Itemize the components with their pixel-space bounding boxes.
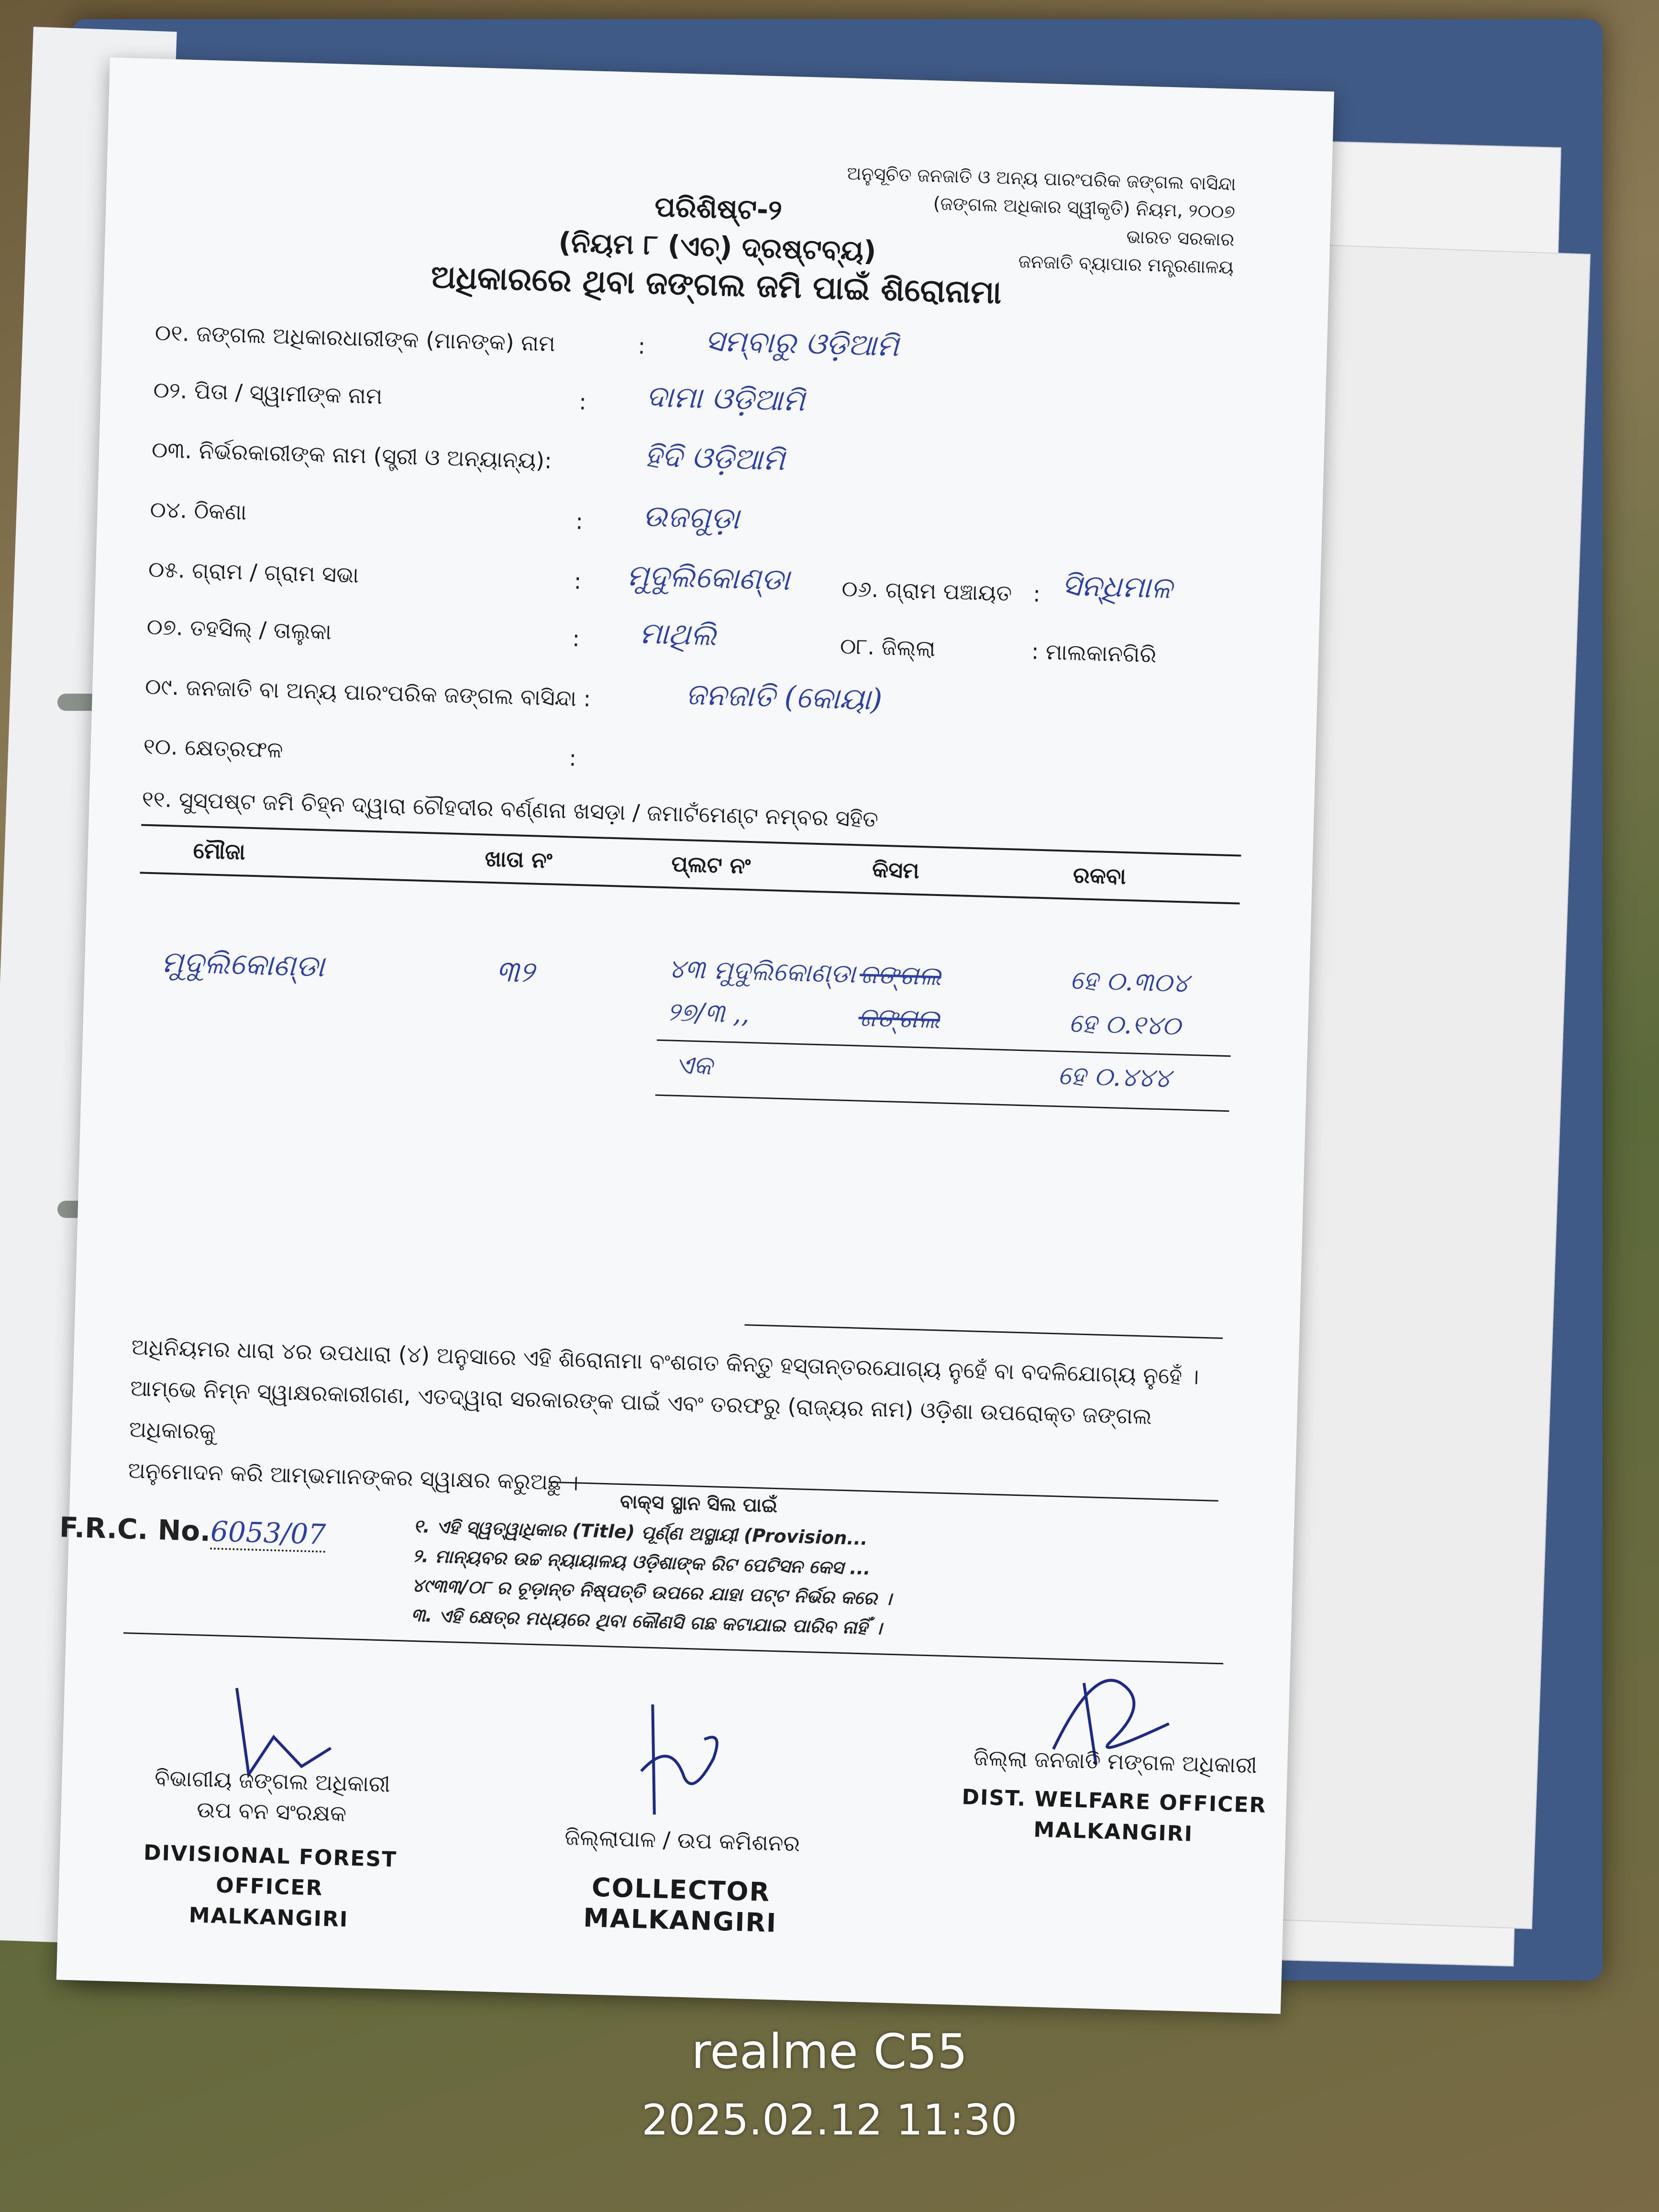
dfo-subtitle-odia: ଉପ ବନ ସଂରକ୍ଷକ: [196, 1796, 347, 1827]
frc-label-text: F.R.C. No.: [59, 1511, 211, 1548]
colon: :: [1032, 581, 1041, 607]
col-header-kisam: କିସମ: [872, 856, 920, 884]
header-line-act: ଅନୁସୂଚିତ ଜନଜାତି ଓ ଅନ୍ୟ ପାରଂପରିକ ଜଙ୍ଗଲ ବାସିନ୍ଦା: [846, 163, 1237, 195]
field-03-label: ୦୩. ନିର୍ଭରକାରୀଙ୍କ ନାମ (ସ୍ତ୍ରୀ ଓ ଅନ୍ୟାନ୍ୟ):: [151, 436, 553, 474]
stamp-condition-3: ୩. ଏହି କ୍ଷେତ୍ର ମଧ୍ୟରେ ଥିବା କୌଣସି ଗଛ କଟାଯାଇ ପାରିବ ନାହିଁ ।: [410, 1604, 883, 1639]
table-total-label: ଏକ: [675, 1049, 713, 1081]
field-07-label: ୦୭. ତହସିଲ୍ / ତାଲୁକା: [146, 613, 332, 645]
field-03-value: ହିଦି ଓଡ଼ିଆମି: [644, 438, 785, 477]
col-header-khata: ଖାତା ନଂ: [484, 845, 553, 874]
table-row-1-kisam: ଜଙ୍ଗଲ: [859, 959, 942, 992]
table-row-1-area: ହେ ୦.୩୦୪: [1070, 964, 1189, 998]
collector-title-english: COLLECTOR: [591, 1872, 771, 1908]
header-line-rules: (ଜଙ୍ଗଲ ଅଧିକାର ସ୍ୱୀକୃତି) ନିୟମ, ୨୦୦୭: [933, 193, 1236, 222]
table-row-1-plot: ୪୩ ମୁଦୁଲିକୋଣ୍ଡା: [668, 953, 856, 989]
stamp-condition-1: ୧. ଏହି ସ୍ୱତ୍ୱାଧିକାର (Title) ପୂର୍ଣ୍ଣ ଅସ୍ଥାୟୀ (Provision...: [413, 1515, 868, 1549]
dfo-title-odia: ବିଭାଗୀୟ ଜଙ୍ଗଲ ଅଧିକାରୀ: [154, 1765, 391, 1797]
field-02-label: ୦୨. ପିତା / ସ୍ୱାମୀଙ୍କ ନାମ: [153, 376, 383, 409]
field-01-label: ୦୧. ଜଙ୍ଗଲ ଅଧିକାରଧାରୀଙ୍କ (ମାନଙ୍କ) ନାମ: [155, 319, 556, 357]
field-01-value: ସମ୍ବାରୁ ଓଡ଼ିଆମି: [704, 322, 899, 364]
collector-signature: [611, 1699, 739, 1826]
stamp-condition-2b: ୪୯୩୩/୦୮ ର ଚୂଡ଼ାନ୍ତ ନିଷ୍ପତ୍ତି ଉପରେ ଯାହା ପଟ୍ଟ ନିର୍ଭର କରେ ।: [411, 1574, 892, 1609]
dfo-signature-block: [101, 1761, 440, 1937]
stamp-conditions: [410, 1511, 894, 1643]
colon: :: [574, 568, 582, 594]
header-line-govt: ଭାରତ ସରକାର: [1126, 226, 1235, 250]
total-bottom-rule: [655, 1095, 1229, 1112]
document-title: ଅଧିକାରରେ ଥିବା ଜଙ୍ଗଲ ଜମି ପାଇଁ ଶିରୋନାମା: [430, 258, 1002, 311]
colon: :: [575, 508, 584, 534]
dwo-title-english: DIST. WELFARE OFFICER: [961, 1785, 1267, 1818]
collector-title-odia: ଜିଲ୍ଲାପାଳ / ଉପ କମିଶନର: [564, 1824, 801, 1857]
col-header-plot: ପ୍ଲଟ ନଂ: [671, 851, 751, 879]
dwo-title-odia: ଜିଲ୍ଲା ଜନଜାତି ମଙ୍ଗଳ ଅଧିକାରୀ: [973, 1744, 1258, 1779]
header-line-ministry: ଜନଜାତି ବ୍ୟାପାର ମନ୍ତ୍ରଣାଳୟ: [1018, 251, 1234, 278]
dfo-title-english: DIVISIONAL FOREST OFFICER: [143, 1840, 398, 1901]
table-total-area: ହେ ୦.୪୪୪: [1057, 1060, 1171, 1094]
stamp-top-line: ବାକ୍ସ ସ୍ଥାନ ସିଲ ପାଇଁ: [619, 1490, 778, 1517]
table-row-2-area: ହେ ୦.୧୪୦: [1068, 1007, 1182, 1041]
declaration-line-3: ଅନୁମୋଦନ କରି ଆମ୍ଭମାନଙ୍କର ସ୍ୱାକ୍ଷର କରୁଅଛୁ ।: [127, 1457, 579, 1496]
field-07-value: ମାଥିଲି: [639, 615, 717, 653]
table-row-2-kisam: ଜଙ୍ଗଲ: [858, 1002, 940, 1035]
frc-label: [59, 1511, 326, 1551]
colon: :: [578, 388, 587, 415]
colon: :: [637, 333, 646, 359]
declaration-top-rule: [744, 1324, 1223, 1339]
table-row-2-plot: ୨୭/୩ ,,: [666, 996, 750, 1029]
col-header-mouza: ମୌଜା: [193, 837, 246, 865]
stamp-condition-2: ୨. ମାନ୍ୟବର ଉଚ୍ଚ ନ୍ୟାୟାଳୟ ଓଡ଼ିଶାଙ୍କ ରିଟ ପେଟିସନ କେସ ...: [412, 1545, 871, 1579]
annex-label: ପରିଶିଷ୍ଟ-୨: [654, 190, 783, 227]
collector-signature-block: [512, 1820, 850, 1940]
field-09-label: ୦୯. ଜନଜାତି ବା ଅନ୍ୟ ପାରଂପରିକ ଜଙ୍ଗଲ ବାସିନ୍ଦା :: [144, 673, 591, 712]
dfo-district-english: MALKANGIRI: [188, 1903, 349, 1932]
camera-model-watermark: realme C55: [691, 2024, 968, 2079]
field-05-value: ମୁଦୁଲିକୋଣ୍ଡା: [626, 557, 791, 597]
field-02-value: ଦାମା ଓଡ଼ିଆମି: [645, 378, 806, 418]
colon: :: [568, 745, 577, 771]
col-header-area: ରକବା: [1073, 862, 1127, 889]
camera-timestamp-watermark: 2025.02.12 11:30: [641, 2095, 1018, 2145]
field-08-label: ୦୮. ଜିଲ୍ଲା: [840, 633, 936, 662]
table-cell-mouza: ମୁଦୁଲିକୋଣ୍ଡା: [161, 944, 325, 984]
declaration-line-1: ଅଧିନିୟମର ଧାରା ୪ର ଉପଧାରା (୪) ଅନୁସାରେ ଏହି ଶିରୋନାମା ବଂଶଗତ କିନ୍ତୁ ହସ୍ତାନ୍ତରଯୋଗ୍ୟ ନୁହେଁ ବା ବଦଳିଯୋଗ୍ୟ ନୁହେଁ ।: [131, 1334, 1200, 1390]
rule-label: (ନିୟମ ୮ (ଏଚ୍) ଦ୍ରଷ୍ଟବ୍ୟ): [558, 226, 877, 267]
field-06-value: ସିନ୍ଧିମାଳ: [1061, 567, 1173, 606]
collector-district-english: MALKANGIRI: [583, 1902, 777, 1938]
frc-number: 6053/07: [210, 1515, 326, 1553]
colon: :: [572, 625, 580, 652]
field-06-label: ୦୬. ଗ୍ରାମ ପଞ୍ଚାୟତ: [841, 575, 1012, 607]
field-08-value: : ମାଲକାନଗିରି: [1031, 638, 1157, 668]
document-sheet: [56, 57, 1334, 2014]
total-top-rule: [657, 1040, 1231, 1057]
field-09-value: ଜନଜାତି (କୋୟା): [685, 676, 883, 717]
table-cell-khata: ୩୨: [495, 953, 535, 990]
field-11-label: ୧୧. ସୁସ୍ପଷ୍ଟ ଜମି ଚିହ୍ନ ଦ୍ୱାରା ଚୌହଦୀର ବର୍ଣ୍ଣନା ଖସଡ଼ା / ଜମାଟଁମେଣ୍ଟ ନମ୍ବର ସହିତ: [142, 785, 879, 832]
declaration-line-2: ଆମ୍ଭେ ନିମ୍ନ ସ୍ୱାକ୍ଷରକାରୀଗଣ, ଏତଦ୍ୱାରା ସରକାରଙ୍କ ପାଇଁ ଏବଂ ତରଫରୁ (ରାଜ୍ୟର ନାମ) ଓଡ଼ିଶା ଉପରୋକ୍ତ ଜଙ୍ଗଲ ଅଧିକାରକୁ: [129, 1375, 1152, 1445]
dwo-signature-block: [945, 1741, 1283, 1852]
field-04-label: ୦୪. ଠିକଣା: [149, 496, 247, 525]
field-04-value: ଉଜଗୁଡ଼ା: [642, 498, 740, 536]
dwo-district-english: MALKANGIRI: [1033, 1817, 1194, 1847]
field-05-label: ୦୫. ଗ୍ରାମ / ଗ୍ରାମ ସଭା: [148, 556, 359, 588]
field-10-label: ୧୦. କ୍ଷେତ୍ରଫଳ: [143, 733, 284, 763]
